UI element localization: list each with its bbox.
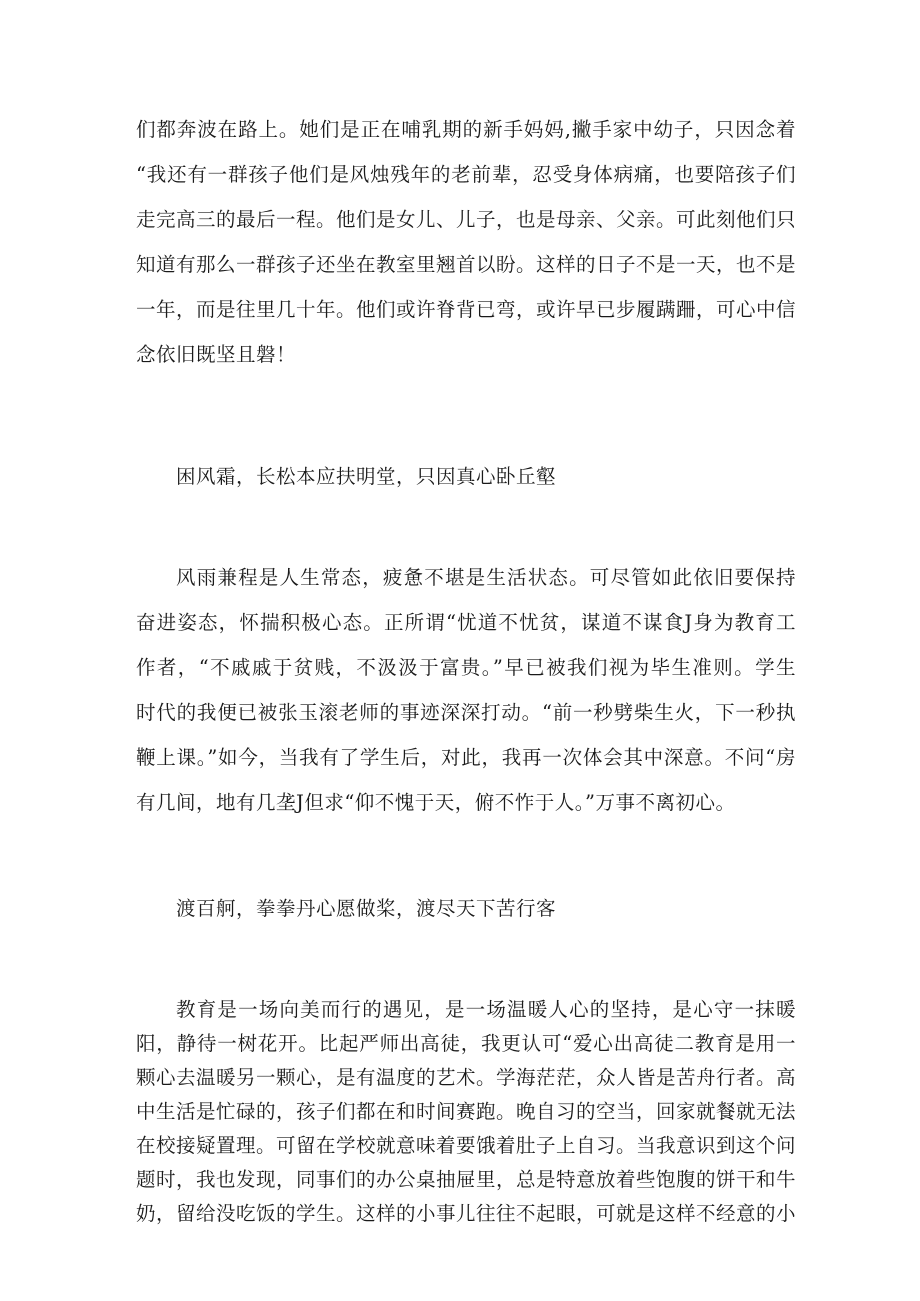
paragraph-line: 有几间，地有几垄J但求“仰不愧于天，俯不怍于人。”万事不离初心。 (136, 791, 736, 814)
paragraph-line: 时代的我便已被张玉滚老师的事迹深深打动。“前一秒劈柴生火，下一秒执 (136, 701, 796, 724)
paragraph-line: 奶，留给没吃饭的学生。这样的小事儿往往不起眼，可就是这样不经意的小 (136, 1202, 796, 1225)
section-heading-2: 渡百舸，拳拳丹心愿做桨，渡尽天下苦行客 (176, 897, 557, 920)
paragraph-line: 鞭上课。”如今，当我有了学生后，对此，我再一次体会其中深意。不问“房 (136, 746, 796, 769)
paragraph-line: 一年，而是往里几十年。他们或许脊背已弯，或许早已步履蹒跚，可心中信 (136, 298, 796, 321)
paragraph-line: 知道有那么一群孩子还坐在教室里翘首以盼。这样的日子不是一天，也不是 (136, 253, 796, 276)
paragraph-line: 教育是一场向美而行的遇见，是一场温暖人心的坚持，是心守一抹暖 (176, 998, 796, 1021)
paragraph-line: 奋进姿态，怀揣积极心态。正所谓“忧道不忧贫，谋道不谋食J身为教育工 (136, 611, 796, 634)
paragraph-line: 颗心去温暖另一颗心，是有温度的艺术。学海茫茫，众人皆是苦舟行者。高 (136, 1066, 796, 1089)
paragraph-line: 在校接疑置理。可留在学校就意味着要饿着肚子上自习。当我意识到这个问 (136, 1134, 796, 1157)
paragraph-line: 们都奔波在路上。她们是正在哺乳期的新手妈妈,撇手家中幼子，只因念着 (136, 118, 796, 141)
paragraph-line: “我还有一群孩子他们是风烛残年的老前辈，忍受身体病痛，也要陪孩子们 (136, 163, 796, 186)
paragraph-line: 风雨兼程是人生常态，疲惫不堪是生活状态。可尽管如此依旧要保持 (176, 566, 796, 589)
paragraph-line: 题时，我也发现，同事们的办公桌抽屉里，总是特意放着些饱腹的饼干和牛 (136, 1168, 796, 1191)
paragraph-line: 作者，“不戚戚于贫贱，不汲汲于富贵。”早已被我们视为毕生准则。学生 (136, 656, 796, 679)
section-heading-1: 困风霜，长松本应扶明堂，只因真心卧丘壑 (176, 465, 557, 488)
paragraph-line: 中生活是忙碌的，孩子们都在和时间赛跑。晚自习的空当，回家就餐就无法 (136, 1100, 796, 1123)
paragraph-line: 念依旧既坚且磐！ (136, 343, 297, 366)
paragraph-line: 走完高三的最后一程。他们是女儿、儿子，也是母亲、父亲。可此刻他们只 (136, 208, 796, 231)
paragraph-line: 阳，静待一树花开。比起严师出高徒，我更认可“爱心出高徒二教育是用一 (136, 1032, 796, 1055)
